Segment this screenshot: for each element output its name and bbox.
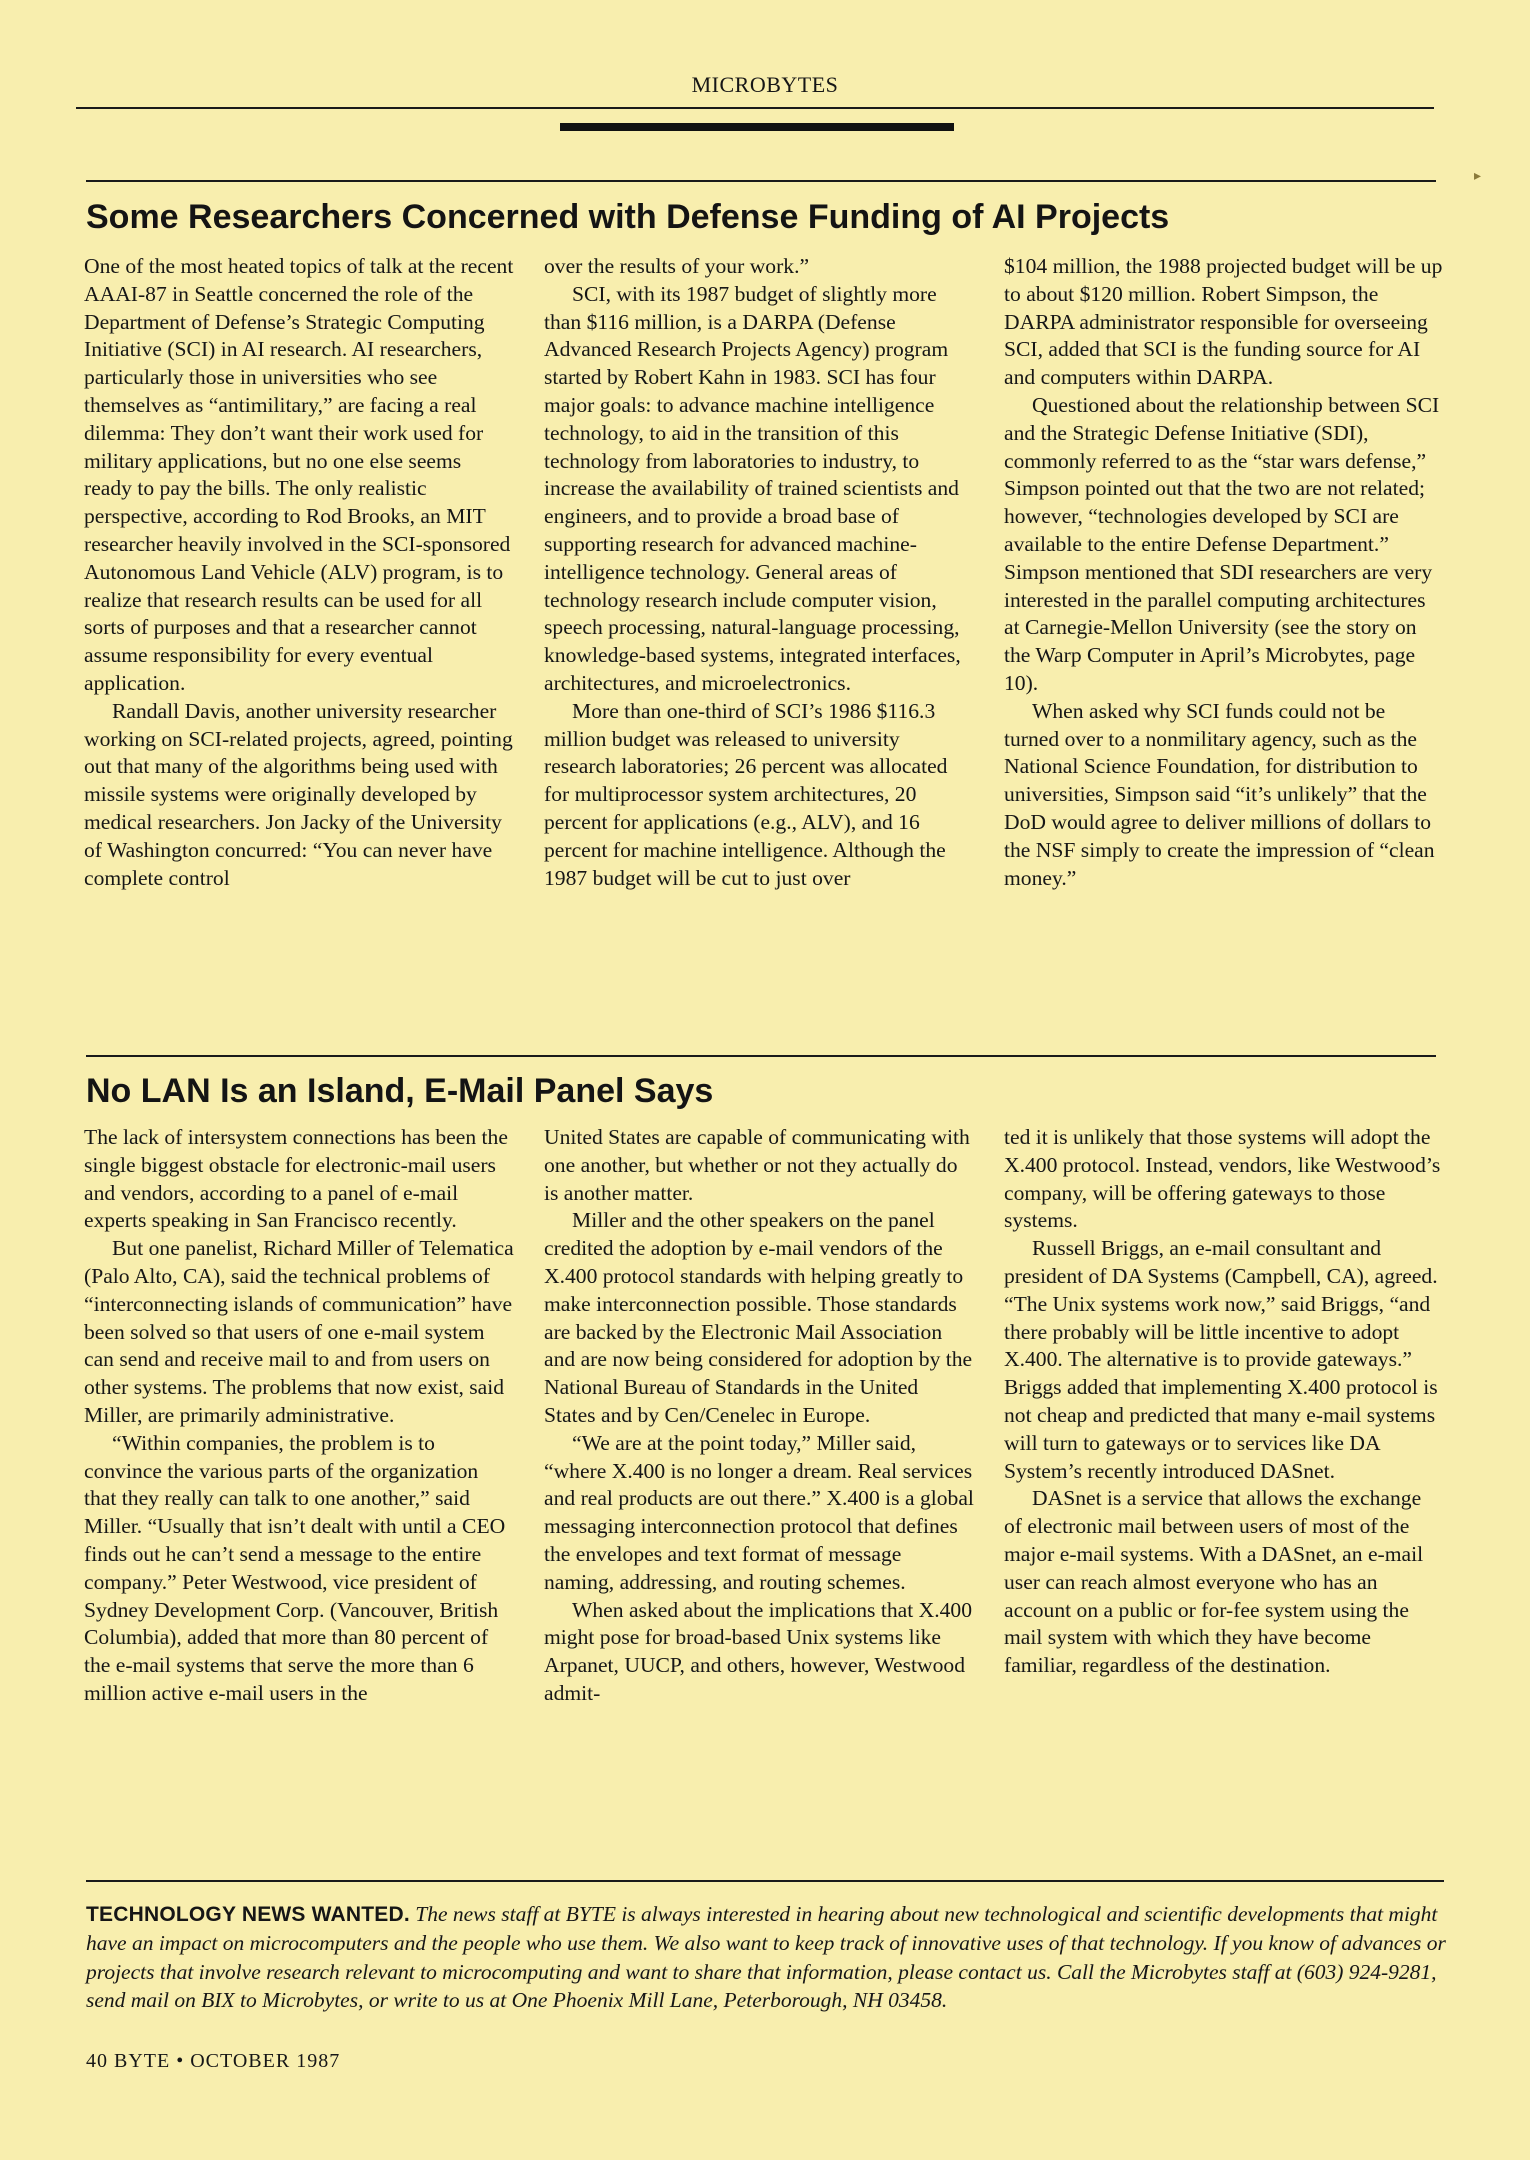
paragraph: $104 million, the 1988 projected budget will be up to about $120 million. Robert Simpson, the DARPA administrator responsible for overseeing SCI, added that SCI is the funding source for AI and computers within DARPA. xyxy=(1004,254,1443,390)
article1-column-1 xyxy=(84,253,514,892)
paragraph: United States are capable of communicating with one another, but whether or not they actually do is another matter. xyxy=(544,1125,970,1205)
article1-column-3 xyxy=(1004,253,1444,892)
news-wanted-lead: TECHNOLOGY NEWS WANTED. xyxy=(86,1903,410,1926)
paragraph: When asked why SCI funds could not be turned over to a nonmilitary agency, such as the National Science Foundation, for distribution to universities, Simpson said “it’s unlikely” that the DoD would agree to deliver millions of dollars to the NSF simply to create the impression of “clean money.” xyxy=(1004,698,1435,890)
header-bar xyxy=(560,123,954,131)
page-footer: 40 BYTE • OCTOBER 1987 xyxy=(86,2050,341,2072)
paragraph: SCI, with its 1987 budget of slightly more than $116 million, is a DARPA (Defense Advanced Research Projects Agency) program started by Robert Kahn in 1983. SCI has four major goals: to advance machine intelligence technology, to aid in the transition of this technology from laboratories to industry, to increase the availability of trained scientists and engineers, and to provide a broad base of supporting research for advanced machine-intelligence technology. General areas of technology research include computer vision, speech processing, natural-language processing, knowledge-based systems, integrated interfaces, architectures, and microelectronics. xyxy=(544,281,961,695)
paragraph: over the results of your work.” xyxy=(544,254,810,278)
speck-mark: ▸ xyxy=(1474,169,1482,184)
technology-news-wanted xyxy=(86,1900,1446,2014)
article2-headline: No LAN Is an Island, E-Mail Panel Says xyxy=(86,1072,714,1110)
paragraph: ted it is unlikely that those systems will adopt the X.400 protocol. Instead, vendors, like Westwood’s company, will be offering gateways to those systems. xyxy=(1004,1125,1441,1233)
header-rule xyxy=(76,107,1434,109)
divider-rule-1 xyxy=(86,180,1436,182)
paragraph: The lack of intersystem connections has been the single biggest obstacle for electronic-mail users and vendors, according to a panel of e-mail experts speaking in San Francisco recently. xyxy=(84,1125,508,1233)
article2-column-2 xyxy=(544,1124,974,1708)
paragraph: More than one-third of SCI’s 1986 $116.3 million budget was released to university research laboratories; 26 percent was allocated for multiprocessor system architectures, 20 percent for applications (e.g., ALV), and 16 percent for machine intelligence. Although the 1987 budget will be cut to just over xyxy=(544,698,948,890)
paragraph: Questioned about the relationship between SCI and the Strategic Defense Initiative (SDI), commonly referred to as the “star wars defense,” Simpson pointed out that the two are not related; however, “technologies developed by SCI are available to the entire Defense Department.” Simpson mentioned that SDI researchers are very interested in the parallel computing architectures at Carnegie-Mellon University (see the story on the Warp Computer in April’s Microbytes, page 10). xyxy=(1004,392,1440,695)
article1-column-2 xyxy=(544,253,974,892)
paragraph: Miller and the other speakers on the panel credited the adoption by e-mail vendors of the X.400 protocol standards with helping greatly to make interconnection possible. Those standards are backed by the Electronic Mail Association and are now being considered for adoption by the National Bureau of Standards in the United States and by Cen/Cenelec in Europe. xyxy=(544,1208,973,1427)
paragraph: Russell Briggs, an e-mail consultant and president of DA Systems (Campbell, CA), agreed. “The Unix systems work now,” said Briggs, “and there probably will be little incentive to adopt X.400. The alternative is to provide gateways.” Briggs added that implementing X.400 protocol is not cheap and predicted that many e-mail systems will turn to gateways or to services like DA System’s recently introduced DASnet. xyxy=(1004,1236,1438,1483)
paragraph: “Within companies, the problem is to convince the various parts of the organization that they really can talk to one another,” said Miller. “Usually that isn’t dealt with until a CEO finds out he can’t send a message to the entire company.” Peter Westwood, vice president of Sydney Development Corp. (Vancouver, British Columbia), added that more than 80 percent of the e-mail systems that serve the more than 6 million active e-mail users in the xyxy=(84,1430,506,1705)
paragraph: DASnet is a service that allows the exchange of electronic mail between users of most of the major e-mail systems. With a DASnet, an e-mail user can reach almost everyone who has an account on a public or for-fee system using the mail system with which they have become familiar, regardless of the destination. xyxy=(1004,1486,1424,1678)
divider-rule-3 xyxy=(86,1880,1444,1882)
news-wanted-text: The news staff at BYTE is always interested in hearing about new technological and scientific developments that might have an impact on microcomputers and the people who use them. We also want to keep track of innovative uses of that technology. If you know of advances or projects that involve research relevant to microcomputing and want to share that information, please contact us. Call the Microbytes staff at (603) 924-9281, send mail on BIX to Microbytes, or write to us at One Phoenix Mill Lane, Peterborough, NH 03458. xyxy=(86,1902,1446,2012)
paragraph: One of the most heated topics of talk at the recent AAAI-87 in Seattle concerned the role of the Department of Defense’s Strategic Computing Initiative (SCI) in AI research. AI researchers, particularly those in universities who see themselves as “antimilitary,” are facing a real dilemma: They don’t want their work used for military applications, but no one else seems ready to pay the bills. The only realistic perspective, according to Rod Brooks, an MIT researcher heavily involved in the SCI-sponsored Autonomous Land Vehicle (ALV) program, is to realize that research results can be used for all sorts of purposes and that a researcher cannot assume responsibility for every eventual application. xyxy=(84,254,514,695)
article2-column-1 xyxy=(84,1124,514,1708)
divider-rule-2 xyxy=(86,1055,1436,1057)
paragraph: But one panelist, Richard Miller of Telematica (Palo Alto, CA), said the technical problems of “interconnecting islands of communication” have been solved so that users of one e-mail system can send and receive mail to and from users on other systems. The problems that now exist, said Miller, are primarily administrative. xyxy=(84,1236,514,1427)
paragraph: Randall Davis, another university researcher working on SCI-related projects, agreed, pointing out that many of the algorithms being used with missile systems were originally developed by medical researchers. Jon Jacky of the University of Washington concurred: “You can never have complete control xyxy=(84,698,513,890)
article2-column-3 xyxy=(1004,1124,1444,1680)
paragraph: “We are at the point today,” Miller said, “where X.400 is no longer a dream. Real services and real products are out there.” X.400 is a global messaging interconnection protocol that defines the envelopes and text format of message naming, addressing, and routing schemes. xyxy=(544,1430,974,1594)
article1-headline: Some Researchers Concerned with Defense Funding of AI Projects xyxy=(86,198,1170,236)
section-label: MICROBYTES xyxy=(691,72,839,97)
paragraph: When asked about the implications that X.400 might pose for broad-based Unix systems like Arpanet, UUCP, and others, however, Westwood admit- xyxy=(544,1597,972,1705)
